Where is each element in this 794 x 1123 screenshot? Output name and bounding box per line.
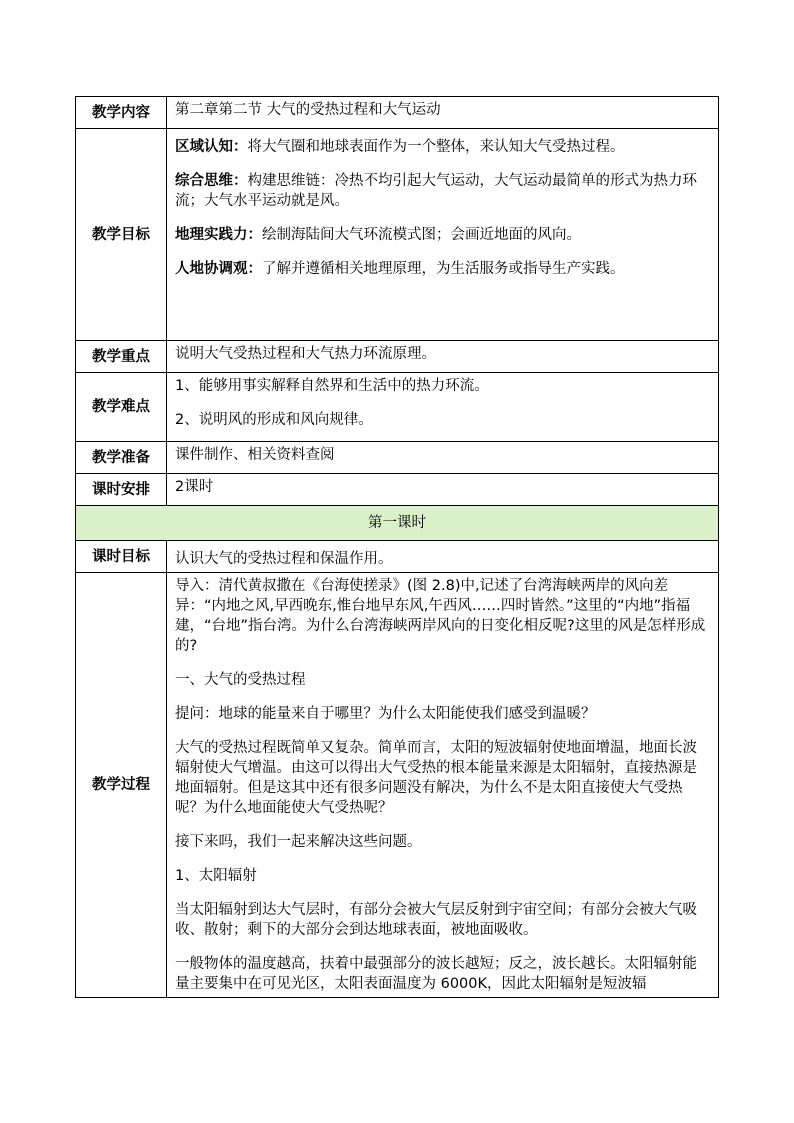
objective-text: 了解并遵循相关地理原理，为生活服务或指导生产实践。	[262, 261, 625, 277]
process-paragraph: 导入：清代黄叔撒在《台海使搓录》(图 2.8)中,记述了台湾海峡两岸的风向差异：“内地之风,早西晚东,惟台地早东风,午西风……四时皆然。”这里的“内地”指福建，“台地”指台湾。为什么台湾海峡两岸风向的日变化相反呢?这里的风是怎样形成的?	[175, 578, 706, 654]
process-heading: 一、大气的受热过程	[175, 672, 306, 688]
row-lesson-goal	[76, 541, 719, 573]
lesson-plan-table	[75, 96, 719, 998]
lesson-banner: 第一课时	[76, 506, 719, 541]
process-paragraph: 当太阳辐射到达大气层时，有部分会被大气层反射到宇宙空间；有部分会被大气吸收、散射；剩下的大部分会到达地球表面，被地面吸收。	[175, 902, 697, 938]
row-teaching-objectives	[76, 129, 719, 341]
objective-harmony	[175, 259, 710, 279]
row-schedule	[76, 474, 719, 506]
process-paragraph: 大气的受热过程既简单又复杂。简单而言，太阳的短波辐射使地面增温，地面长波辐射使大气增温。由这可以得出大气受热的根本能量来源是太阳辐射，直接热源是地面辐射。但是这其中还有很多问题没有解决，为什么不是太阳直接使大气受热呢？为什么地面能使大气受热呢？	[175, 740, 697, 816]
label-teaching-content: 教学内容	[76, 97, 167, 129]
key-points-text: 说明大气受热过程和大气热力环流原理。	[167, 341, 719, 373]
objective-head: 区域认知：	[175, 139, 248, 155]
objective-text: 构建思维链：冷热不均引起大气运动，大气运动最简单的形式为热力环流；大气水平运动就是风。	[175, 173, 697, 209]
preparation-text: 课件制作、相关资料查阅	[167, 442, 719, 474]
row-key-points	[76, 341, 719, 373]
schedule-text: 2课时	[167, 474, 719, 506]
label-teaching-objectives: 教学目标	[76, 129, 167, 341]
label-difficulties: 教学难点	[76, 373, 167, 442]
objective-text: 绘制海陆间大气环流模式图；会画近地面的风向。	[262, 227, 581, 243]
process-paragraph: 提问：地球的能量来自于哪里？为什么太阳能使我们感受到温暖？	[175, 706, 596, 722]
row-preparation	[76, 442, 719, 474]
label-lesson-goal: 课时目标	[76, 541, 167, 573]
difficulty-item: 1、能够用事实解释自然界和生活中的热力环流。	[175, 378, 489, 394]
process-cell	[167, 573, 719, 998]
process-paragraph: 一般物体的温度越高，扶着中最强部分的波长越短；反之，波长越长。太阳辐射能量主要集中在可见光区，太阳表面温度为 6000K，因此太阳辐射是短波辐	[175, 956, 697, 992]
objective-text: 将大气圈和地球表面作为一个整体，来认知大气受热过程。	[247, 139, 625, 155]
process-content	[175, 576, 710, 994]
objective-practice	[175, 225, 710, 245]
objective-head: 人地协调观：	[175, 261, 262, 277]
difficulty-item: 2、说明风的形成和风向规律。	[175, 412, 373, 428]
objectives-cell	[167, 129, 719, 341]
lesson-goal-text: 认识大气的受热过程和保温作用。	[167, 541, 719, 573]
label-preparation: 教学准备	[76, 442, 167, 474]
process-heading: 1、太阳辐射	[175, 868, 257, 884]
row-teaching-process	[76, 573, 719, 998]
label-teaching-process: 教学过程	[76, 573, 167, 998]
objective-regional	[175, 137, 710, 157]
row-teaching-content	[76, 97, 719, 129]
difficulties-cell	[167, 373, 719, 442]
objective-head: 地理实践力：	[175, 227, 262, 243]
process-paragraph: 接下来吗，我们一起来解决这些问题。	[175, 834, 422, 850]
row-difficulties	[76, 373, 719, 442]
label-schedule: 课时安排	[76, 474, 167, 506]
objective-thinking	[175, 171, 710, 211]
objective-head: 综合思维：	[175, 173, 248, 189]
label-key-points: 教学重点	[76, 341, 167, 373]
row-lesson-banner	[76, 506, 719, 541]
teaching-content-text: 第二章第二节 大气的受热过程和大气运动	[167, 97, 719, 129]
